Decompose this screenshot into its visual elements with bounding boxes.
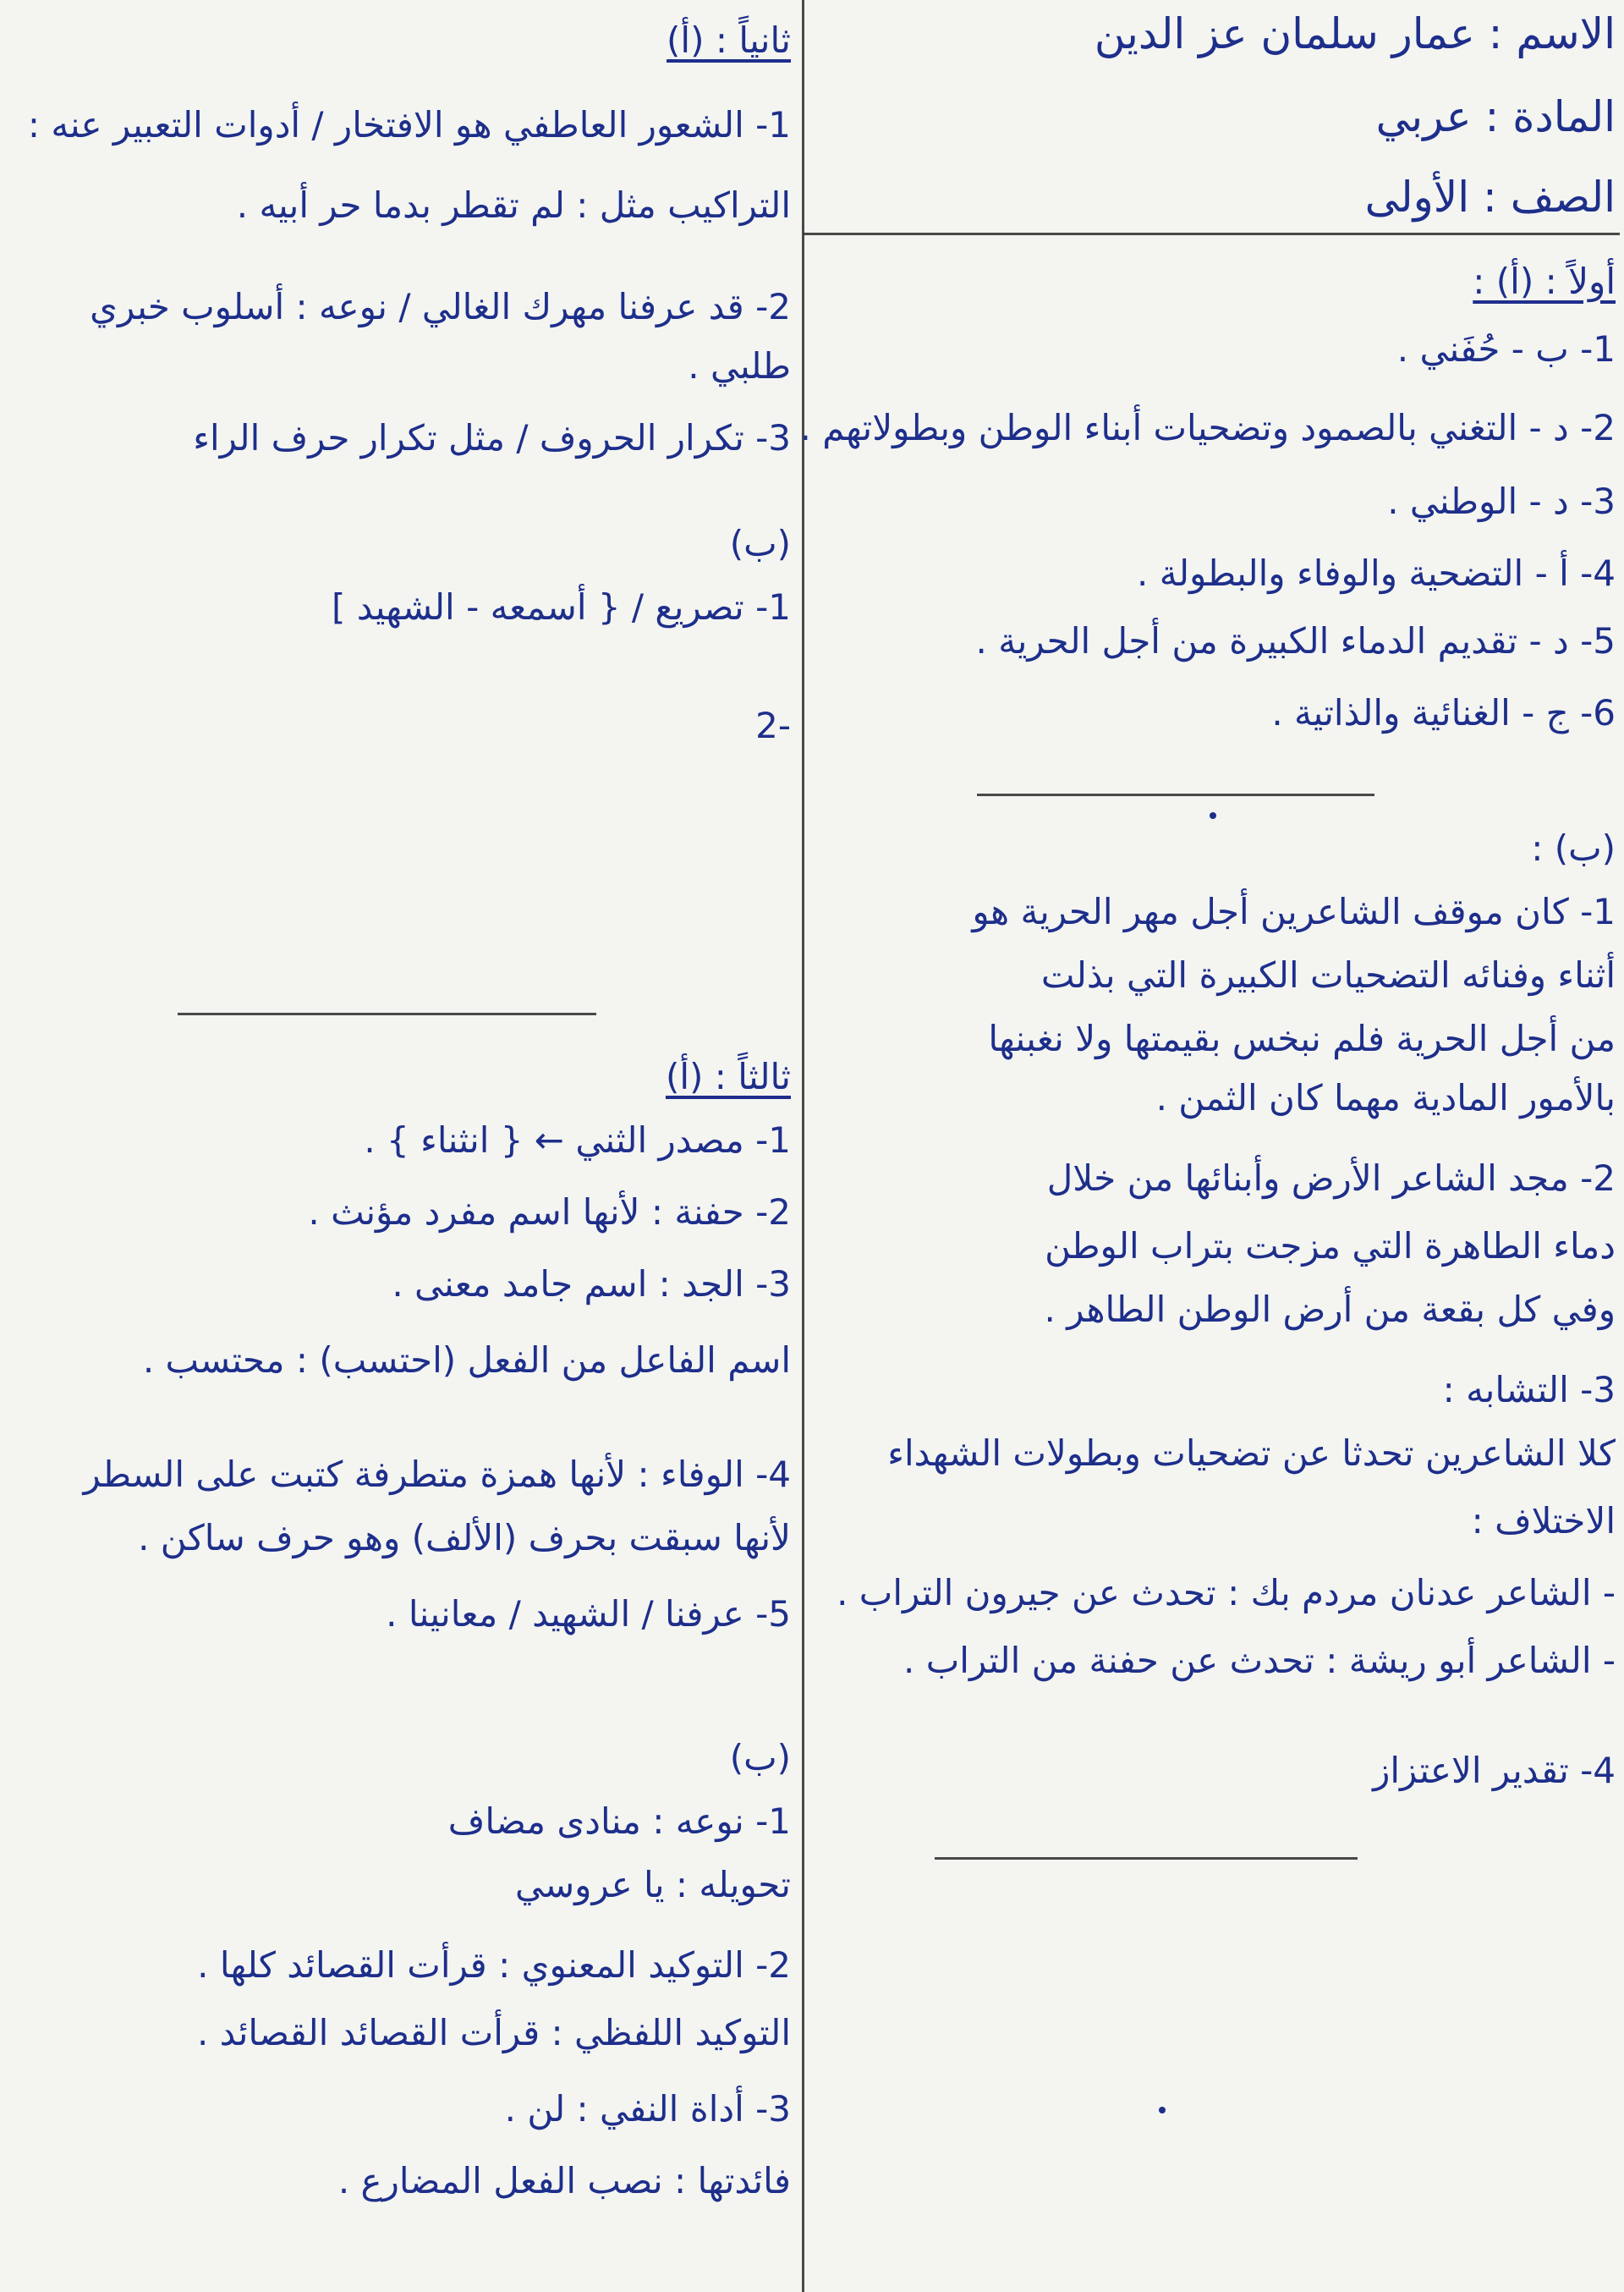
answer-line: 2- مجد الشاعر الأرض وأبنائها من خلال	[1046, 1157, 1616, 1199]
section-divider-left	[178, 1013, 596, 1015]
answer-line: 3- د - الوطني .	[1387, 481, 1616, 522]
section-divider-right-2	[935, 1857, 1358, 1860]
ink-dot	[1210, 812, 1216, 819]
answer-line: وفي كل بقعة من أرض الوطن الطاهر .	[1044, 1289, 1616, 1330]
ink-dot	[1159, 2107, 1166, 2113]
answer-line: 4- الوفاء : لأنها همزة متطرفة كتبت على السطر	[83, 1454, 791, 1495]
answer-line: 2- د - التغني بالصمود وتضحيات أبناء الوطن وبطولاتهم .	[799, 407, 1616, 448]
answer-line: 1- تصريع / { أسمعه - الشهيد ]	[331, 586, 791, 628]
section-title: (ب)	[729, 523, 791, 564]
answer-line: التراكيب مثل : لم تقطر بدما حر أبيه .	[236, 184, 791, 226]
answer-line: 3- التشابه :	[1442, 1369, 1616, 1410]
answer-line: 3- الجد : اسم جامد معنى .	[392, 1263, 791, 1305]
answer-line: أثناء وفنائه التضحيات الكبيرة التي بذلت	[1040, 954, 1616, 996]
answer-line: 3- أداة النفي : لن .	[504, 2088, 791, 2130]
section-title: ثانياً : (أ)	[667, 19, 791, 61]
answer-line: 1- مصدر الثني ← { انثناء } .	[364, 1119, 791, 1161]
answer-line: 5- عرفنا / الشهيد / معانينا .	[386, 1593, 791, 1635]
header-divider	[804, 233, 1620, 235]
answer-line: فائدتها : نصب الفعل المضارع .	[337, 2160, 791, 2201]
answer-line: بالأمور المادية مهما كان الثمن .	[1155, 1077, 1616, 1119]
subject: المادة : عربي	[1375, 92, 1616, 141]
answer-line: 2- قد عرفنا مهرك الغالي / نوعه : أسلوب خبري	[90, 286, 791, 327]
section-divider-right-1	[977, 794, 1374, 796]
section-title: أولاً : (أ) :	[1473, 261, 1616, 302]
answer-line: 4- أ - التضحية والوفاء والبطولة .	[1137, 552, 1616, 594]
answer-line: تحويله : يا عروسي	[514, 1864, 791, 1905]
answer-line: كلا الشاعرين تحدثا عن تضحيات وبطولات الشهداء	[887, 1432, 1616, 1474]
answer-line: 4- تقدير الاعتزاز	[1373, 1750, 1616, 1791]
answer-line: اسم الفاعل من الفعل (احتسب) : محتسب .	[142, 1339, 791, 1381]
answer-line: 1- كان موقف الشاعرين أجل مهر الحرية هو	[972, 891, 1616, 932]
answer-line: طلبي .	[688, 345, 791, 387]
answer-line: 3- تكرار الحروف / مثل تكرار حرف الراء	[193, 417, 791, 459]
answer-line: 1- نوعه : منادى مضاف	[447, 1800, 791, 1842]
section-title: (ب)	[729, 1737, 791, 1778]
answer-line: 1- الشعور العاطفي هو الافتخار / أدوات التعبير عنه :	[27, 104, 791, 146]
student-name: الاسم : عمار سلمان عز الدين	[1094, 9, 1616, 58]
answer-line: 6- ج - الغنائية والذاتية .	[1271, 692, 1616, 734]
answer-line: الاختلاف :	[1471, 1500, 1616, 1542]
answer-line: لأنها سبقت بحرف (الألف) وهو حرف ساكن .	[138, 1517, 791, 1558]
section-title: ثالثاً : (أ)	[665, 1056, 791, 1097]
answer-line: 1- ب - حُفَني .	[1396, 328, 1616, 370]
center-divider	[802, 0, 804, 2292]
answer-line: - الشاعر عدنان مردم بك : تحدث عن جيرون التراب .	[837, 1572, 1616, 1613]
answer-line: -2	[755, 705, 791, 746]
answer-line: 2- التوكيد المعنوي : قرأت القصائد كلها .	[197, 1944, 791, 1986]
answer-line: التوكيد اللفظي : قرأت القصائد القصائد .	[196, 2012, 791, 2053]
answer-line: من أجل الحرية فلم نبخس بقيمتها ولا نغبنها	[988, 1018, 1616, 1059]
answer-line: - الشاعر أبو ريشة : تحدث عن حفنة من التراب .	[903, 1640, 1616, 1681]
answer-line: دماء الطاهرة التي مزجت بتراب الوطن	[1045, 1225, 1616, 1267]
section-title: (ب) :	[1531, 827, 1616, 869]
grade: الصف : الأولى	[1364, 173, 1616, 222]
answer-line: 5- د - تقديم الدماء الكبيرة من أجل الحرية .	[975, 620, 1616, 662]
answer-line: 2- حفنة : لأنها اسم مفرد مؤنث .	[308, 1191, 791, 1233]
